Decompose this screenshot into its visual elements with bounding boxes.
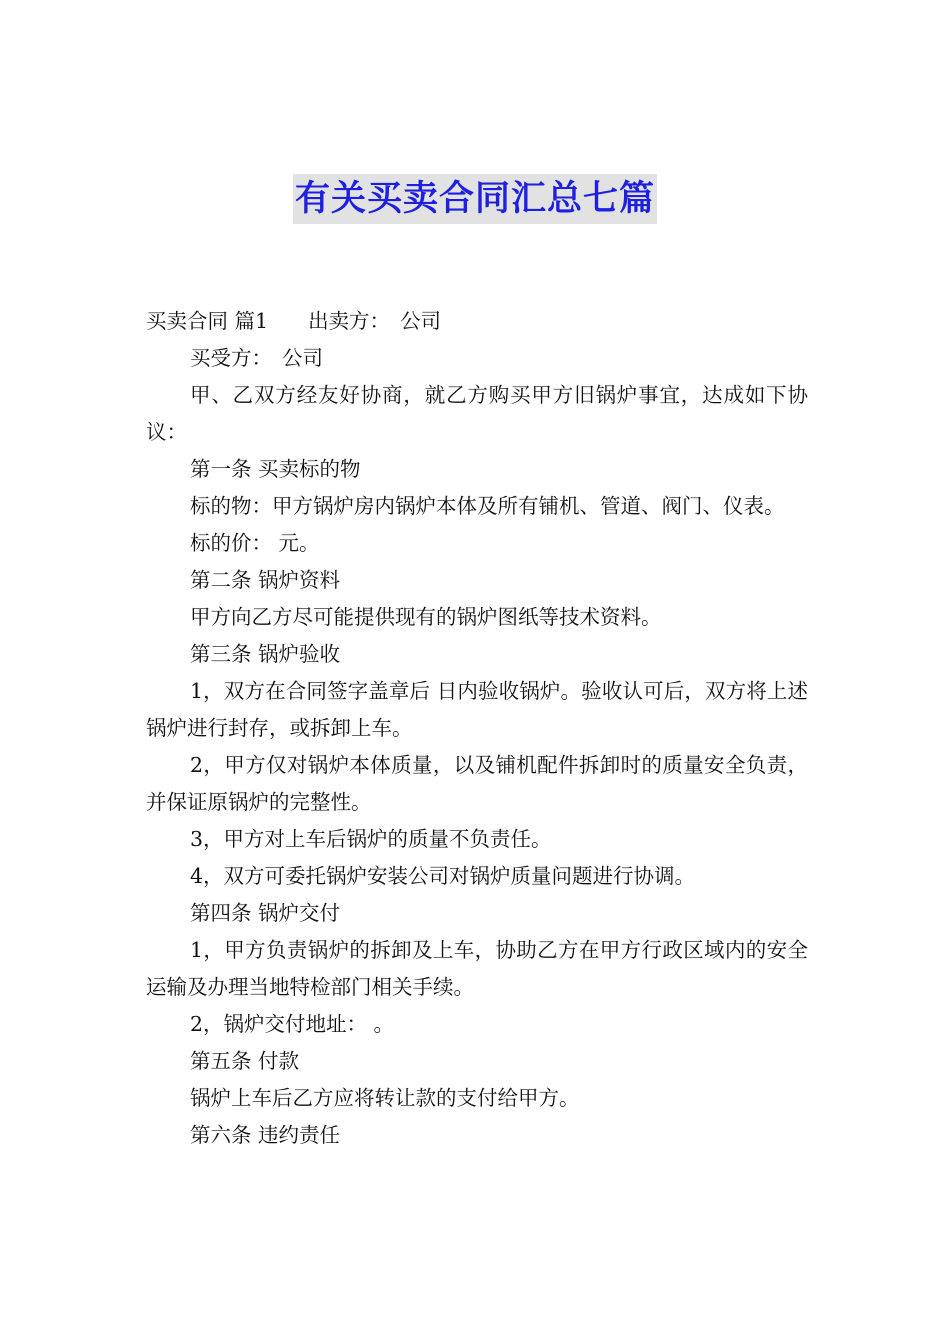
document-title: 有关买卖合同汇总七篇 [293,174,657,224]
section-heading: 第六条 违约责任 [190,1123,341,1147]
document-body [146,303,808,1154]
title-container [0,174,950,224]
paragraph: 1，双方在合同签字盖章后 日内验收锅炉。验收认可后，双方将上述锅炉进行封存，或拆卸上车。 [146,679,808,740]
paragraph: 2，甲方仅对锅炉本体质量，以及铺机配件拆卸时的质量安全负责，并保证原锅炉的完整性。 [146,753,808,814]
section-heading: 第一条 买卖标的物 [190,457,361,481]
paragraph: 标的价： 元。 [190,531,320,555]
seller-value: 公司 [400,309,442,333]
paragraph: 1，甲方负责锅炉的拆卸及上车，协助乙方在甲方行政区域内的安全运输及办理当地特检部门相关手续。 [146,938,808,999]
paragraph: 3，甲方对上车后锅炉的质量不负责任。 [190,827,552,851]
seller-label: 出卖方： [308,309,391,333]
section-heading: 第五条 付款 [190,1049,300,1073]
buyer-value: 公司 [282,346,323,370]
paragraph: 2，锅炉交付地址： 。 [190,1012,395,1036]
section-heading: 第二条 锅炉资料 [190,568,341,592]
buyer-line [146,340,808,377]
section-heading: 第四条 锅炉交付 [190,901,341,925]
section-heading: 第三条 锅炉验收 [190,642,341,666]
buyer-label: 买受方： [190,346,272,370]
paragraph: 甲方向乙方尽可能提供现有的锅炉图纸等技术资料。 [190,605,662,629]
paragraph: 甲、乙双方经友好协商，就乙方购买甲方旧锅炉事宜，达成如下协议： [146,383,808,444]
paragraph: 标的物：甲方锅炉房内锅炉本体及所有铺机、管道、阀门、仪表。 [190,494,785,518]
contract-heading: 买卖合同 篇1 [146,309,269,333]
contract-heading-line [146,303,808,340]
paragraph: 4，双方可委托锅炉安装公司对锅炉质量问题进行协调。 [190,864,696,888]
paragraph: 锅炉上车后乙方应将转让款的支付给甲方。 [190,1086,580,1110]
